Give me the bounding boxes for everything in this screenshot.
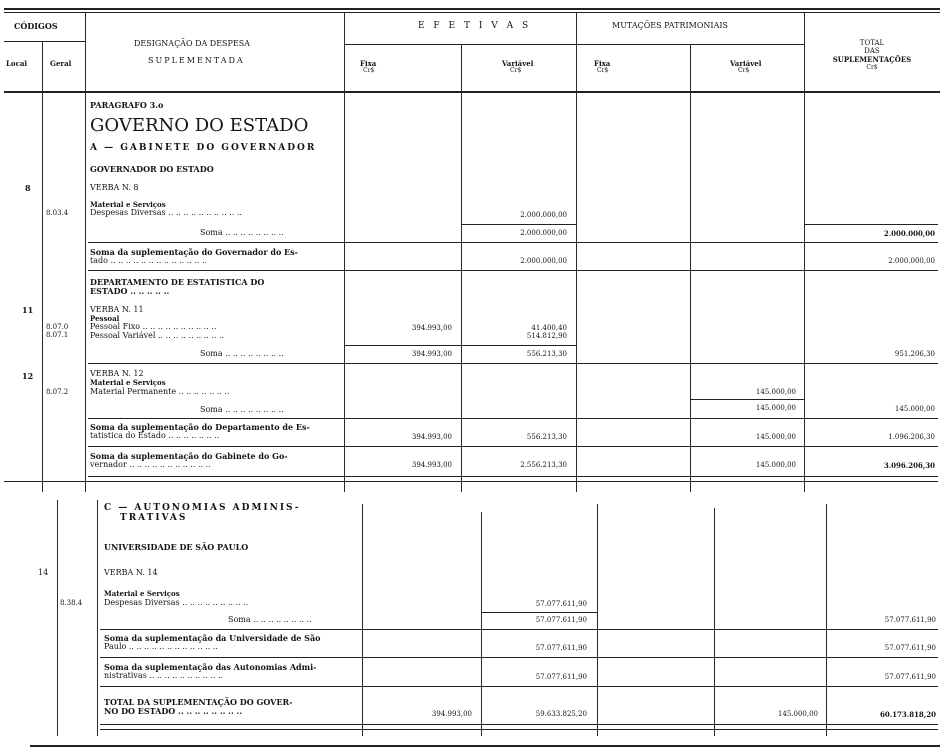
header-rule-bottom bbox=[4, 91, 940, 93]
local-8: 8 bbox=[25, 183, 31, 193]
table-end-rule-2 bbox=[4, 481, 938, 482]
b-bottom-rule bbox=[30, 745, 940, 747]
fixa-394993-c: 394.993,00 bbox=[411, 433, 452, 441]
col-line-mut-var bbox=[690, 44, 691, 492]
total-suplementacao-1: TOTAL DA SUPLEMENTAÇÃO DO GOVER- bbox=[104, 697, 293, 707]
pessoal-heading: Pessoal bbox=[90, 314, 120, 323]
soma-gab-1: Soma da suplementação do Gabinete do Go- bbox=[90, 451, 288, 461]
grand-total: 60.173.818,20 bbox=[879, 710, 936, 719]
header-cr-2: Cr$ bbox=[510, 67, 522, 74]
mutacao-145000-c: 145.000,00 bbox=[755, 433, 796, 441]
mutacao-total: 145.000,00 bbox=[777, 710, 818, 718]
local-11: 11 bbox=[22, 305, 34, 315]
header-rule-top bbox=[4, 12, 940, 13]
soma-depto-2: tatistica do Estado .. .. .. .. .. .. .. bbox=[90, 431, 220, 440]
material-heading-2: Material e Serviços bbox=[90, 378, 166, 387]
total-suplementacao-2: NO DO ESTADO .. .. .. .. .. .. .. .. bbox=[104, 706, 243, 716]
total-951206: 951.206,30 bbox=[894, 350, 935, 358]
fixa-total: 394.993,00 bbox=[431, 710, 472, 718]
local-14: 14 bbox=[38, 568, 49, 577]
header-total-3: SUPLEMENTAÇÕES bbox=[832, 55, 912, 64]
row-rule-5 bbox=[88, 446, 938, 447]
header-designacao-2: SUPLEMENTADA bbox=[148, 56, 245, 65]
verba-8: VERBA N. 8 bbox=[90, 183, 139, 192]
variavel-57077611-a: 57.077.611,90 bbox=[535, 600, 587, 608]
fixa-394993-d: 394.993,00 bbox=[411, 461, 452, 469]
total-145000: 145.000,00 bbox=[894, 405, 935, 413]
total-3096206: 3.096.206,30 bbox=[883, 461, 935, 470]
soma-usp-2: Paulo .. .. .. .. .. .. .. .. .. .. .. .. bbox=[104, 642, 218, 651]
b-col-line-fixa bbox=[362, 504, 363, 736]
col-line-local bbox=[42, 42, 43, 492]
col-line-mut-fixa bbox=[576, 12, 577, 492]
geral-8072: 8.07.2 bbox=[46, 388, 69, 396]
material-heading-3: Material e Serviços bbox=[104, 589, 180, 598]
row-rule-3 bbox=[88, 363, 938, 364]
efetivas-underline bbox=[344, 44, 576, 45]
variavel-514812: 514.812,90 bbox=[526, 332, 567, 340]
header-total-cr: Cr$ bbox=[866, 64, 878, 71]
sum-rule-1-total bbox=[804, 224, 938, 225]
verba-12: VERBA N. 12 bbox=[90, 369, 144, 378]
header-fixa-1: Fixa bbox=[360, 59, 377, 68]
header-variavel-1: Variável bbox=[502, 59, 534, 68]
verba-14: VERBA N. 14 bbox=[104, 568, 158, 577]
local-12: 12 bbox=[22, 371, 34, 381]
header-total-2: DAS bbox=[864, 47, 880, 55]
header-fixa-2: Fixa bbox=[594, 59, 611, 68]
autonomias-heading-1: C — AUTONOMIAS ADMINIS- bbox=[104, 503, 301, 513]
total-57077611-a: 57.077.611,90 bbox=[884, 616, 936, 624]
total-1096206: 1.096.206,30 bbox=[888, 433, 935, 441]
pessoal-fixo: Pessoal Fixo .. .. .. .. .. .. .. .. .. .. bbox=[90, 322, 217, 331]
pessoal-variavel: Pessoal Variável .. .. .. .. .. .. .. .. .. bbox=[90, 331, 225, 340]
total-2000000-a: 2.000.000,00 bbox=[883, 229, 935, 238]
depto-heading-1: DEPARTAMENTO DE ESTATISTICA DO bbox=[90, 277, 265, 287]
variavel-57077611-d: 57.077.611,90 bbox=[535, 673, 587, 681]
b-col-line-mut-fixa bbox=[597, 504, 598, 736]
table-end-rule-1 bbox=[88, 476, 938, 477]
variavel-57077611-c: 57.077.611,90 bbox=[535, 644, 587, 652]
geral-8071: 8.07.1 bbox=[46, 331, 69, 339]
variavel-2000000-c: 2.000.000,00 bbox=[520, 257, 567, 265]
fixa-394993-a: 394.993,00 bbox=[411, 324, 452, 332]
header-cr-1: Cr$ bbox=[363, 67, 375, 74]
geral-8070: 8.07.0 bbox=[46, 323, 69, 331]
b-row-rule-3 bbox=[100, 686, 938, 687]
soma-2: Soma .. .. .. .. .. .. .. .. bbox=[200, 349, 284, 358]
total-57077611-b: 57.077.611,90 bbox=[884, 644, 936, 652]
b-col-line-variavel bbox=[481, 512, 482, 736]
header-codigos: CÓDIGOS bbox=[14, 21, 58, 31]
col-line-geral bbox=[85, 12, 86, 492]
soma-3: Soma .. .. .. .. .. .. .. .. bbox=[200, 405, 284, 414]
codigos-underline bbox=[4, 41, 86, 42]
header-geral: Geral bbox=[50, 59, 72, 68]
paragrafo-heading: PARAGRAFO 3.o bbox=[90, 100, 164, 110]
row-rule-2 bbox=[88, 270, 938, 271]
geral-8034: 8.03.4 bbox=[46, 209, 69, 217]
header-variavel-2: Variável bbox=[730, 59, 762, 68]
soma-4: Soma .. .. .. .. .. .. .. .. bbox=[228, 615, 312, 624]
soma-aut-2: nistrativas .. .. .. .. .. .. .. .. .. .. bbox=[104, 671, 224, 680]
col-line-fixa bbox=[344, 12, 345, 492]
gabinete-heading: A — GABINETE DO GOVERNADOR bbox=[90, 143, 317, 153]
b-row-rule-2 bbox=[100, 657, 938, 658]
col-line-total bbox=[804, 12, 805, 492]
b-col-line-local bbox=[57, 500, 58, 736]
mutacao-145000-b: 145.000,00 bbox=[755, 404, 796, 412]
b-end-rule-1 bbox=[100, 724, 938, 725]
header-cr-4: Cr$ bbox=[738, 67, 750, 74]
governador-heading: GOVERNADOR DO ESTADO bbox=[90, 164, 214, 174]
universidade-heading: UNIVERSIDADE DE SÃO PAULO bbox=[104, 542, 249, 552]
geral-8384: 8.38.4 bbox=[60, 599, 83, 607]
header-cr-3: Cr$ bbox=[597, 67, 609, 74]
material-heading-1: Material e Serviços bbox=[90, 200, 166, 209]
b-sum-rule-1 bbox=[481, 612, 597, 613]
governo-heading: GOVERNO DO ESTADO bbox=[90, 115, 309, 136]
row-rule-1 bbox=[88, 242, 938, 243]
variavel-556213: 556.213,30 bbox=[526, 350, 567, 358]
total-2000000-b: 2.000.000,00 bbox=[888, 257, 935, 265]
soma-aut-1: Soma da suplementação das Autonomias Admi- bbox=[104, 662, 317, 672]
header-total-1: TOTAL bbox=[859, 39, 885, 47]
depto-heading-2: ESTADO .. .. .. .. .. bbox=[90, 286, 170, 296]
soma-depto-1: Soma da suplementação do Departamento de Es- bbox=[90, 422, 310, 432]
sum-rule-3 bbox=[690, 399, 804, 400]
variavel-2000000-b: 2.000.000,00 bbox=[520, 229, 567, 237]
autonomias-heading-2: TRATIVAS bbox=[120, 513, 188, 523]
variavel-total: 59.633.825,20 bbox=[535, 710, 587, 718]
b-end-rule-2 bbox=[100, 729, 938, 730]
row-rule-4 bbox=[88, 418, 938, 419]
b-row-rule-1 bbox=[100, 629, 938, 630]
despesas-diversas-1: Despesas Diversas .. .. .. .. .. .. .. .. .. .. bbox=[90, 208, 242, 217]
despesas-diversas-2: Despesas Diversas .. .. .. .. .. .. .. .. .. bbox=[104, 598, 249, 607]
variavel-41400: 41.400,40 bbox=[531, 324, 567, 332]
b-col-line-geral bbox=[97, 500, 98, 736]
mutacao-145000-d: 145.000,00 bbox=[755, 461, 796, 469]
soma-gov-1: Soma da suplementação do Governador do Es- bbox=[90, 247, 298, 257]
header-local: Local bbox=[6, 59, 28, 68]
variavel-2000000-a: 2.000.000,00 bbox=[520, 211, 567, 219]
total-57077611-c: 57.077.611,90 bbox=[884, 673, 936, 681]
variavel-2556213: 2.556.213,30 bbox=[520, 461, 567, 469]
soma-gab-2: vernador .. .. .. .. .. .. .. .. .. .. .. bbox=[90, 460, 211, 469]
header-efetivas: E F E T I V A S bbox=[418, 21, 532, 31]
material-permanente: Material Permanente .. .. .. .. .. .. .. bbox=[90, 387, 230, 396]
soma-gov-2: tado .. .. .. .. .. .. .. .. .. .. .. .. .. bbox=[90, 256, 208, 265]
variavel-57077611-b: 57.077.611,90 bbox=[535, 616, 587, 624]
soma-1: Soma .. .. .. .. .. .. .. .. bbox=[200, 228, 284, 237]
fixa-394993-b: 394.993,00 bbox=[411, 350, 452, 358]
sum-rule-2 bbox=[344, 345, 576, 346]
header-mutacoes: MUTAÇÕES PATRIMONIAIS bbox=[612, 21, 728, 30]
sum-rule-1 bbox=[461, 224, 576, 225]
b-col-line-mut-var bbox=[714, 508, 715, 736]
variavel-556213-b: 556.213,30 bbox=[526, 433, 567, 441]
col-line-variavel bbox=[461, 44, 462, 492]
top-rule bbox=[4, 8, 940, 10]
mutacao-145000-a: 145.000,00 bbox=[755, 388, 796, 396]
soma-usp-1: Soma da suplementação da Universidade de São bbox=[104, 633, 321, 643]
verba-11: VERBA N. 11 bbox=[90, 305, 144, 314]
header-designacao-1: DESIGNAÇÃO DA DESPESA bbox=[134, 39, 251, 48]
